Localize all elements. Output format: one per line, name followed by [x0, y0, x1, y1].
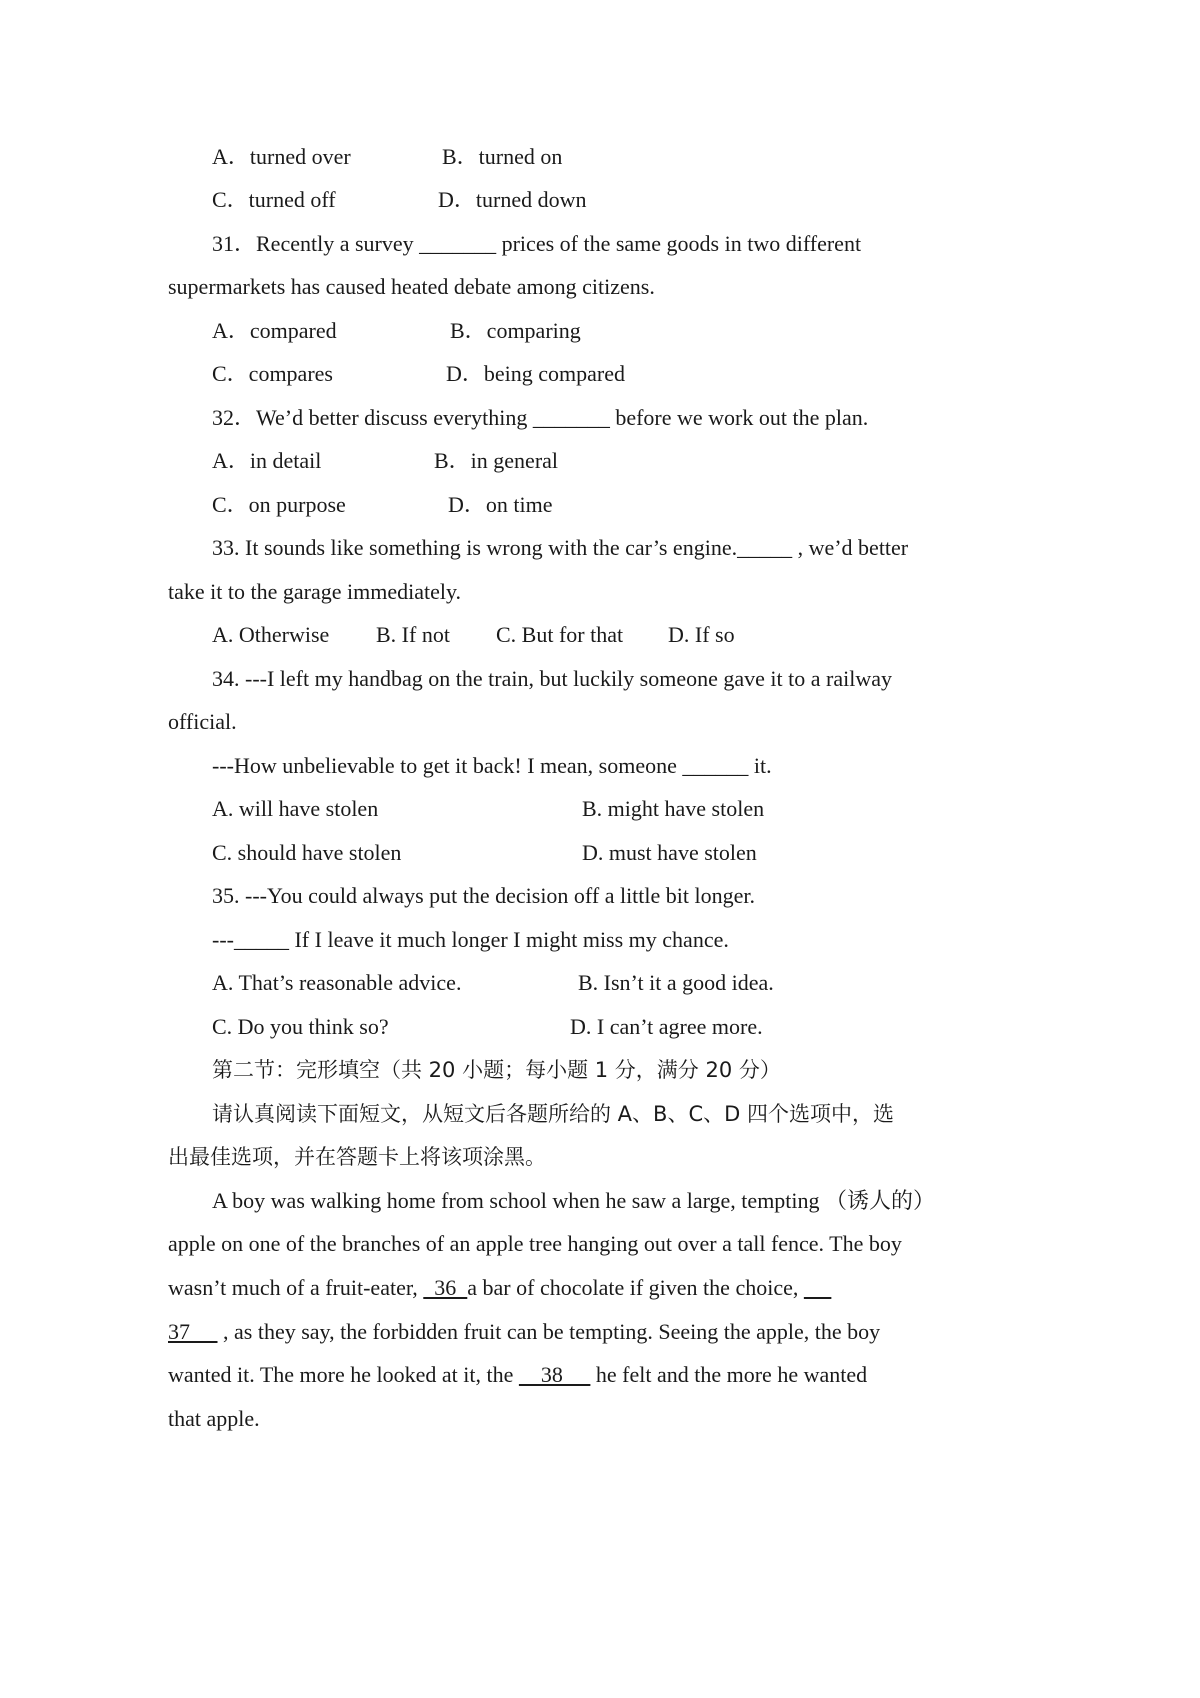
q34-stem-line3: ---How unbelievable to get it back! I mean, someone ______ it. [212, 753, 772, 778]
q34-stem-line1: 34. ---I left my handbag on the train, but luckily someone gave it to a railway [212, 666, 892, 691]
section2-heading: 第二节：完形填空（共 20 小题；每小题 1 分，满分 20 分） [212, 1058, 781, 1082]
section2-instruction-line2: 出最佳选项，并在答题卡上将该项涂黑。 [168, 1145, 546, 1169]
passage-line3-start: wasn’t much of a fruit-eater, [168, 1275, 424, 1300]
passage-line3 [168, 1273, 831, 1303]
q30-option-a: A．turned over [212, 144, 351, 169]
q34-stem-line2: official. [168, 709, 237, 734]
passage-line4-end: , as they say, the forbidden fruit can be tempting. Seeing the apple, the boy [217, 1319, 881, 1344]
q33-stem-line1: 33. It sounds like something is wrong with the car’s engine._____ , we’d better [212, 535, 909, 560]
passage-line2: apple on one of the branches of an apple tree hanging out over a tall fence. The boy [168, 1231, 902, 1256]
q34-option-a: A. will have stolen [212, 796, 379, 821]
q32-option-b: B．in general [434, 448, 559, 473]
q34-option-c: C. should have stolen [212, 840, 402, 865]
q35-stem-line1: 35. ---You could always put the decision off a little bit longer. [212, 883, 755, 908]
q35-option-a: A. That’s reasonable advice. [212, 970, 462, 995]
blank-38: 38 [518, 1362, 591, 1387]
q31-option-a: A．compared [212, 318, 337, 343]
q31-option-c: C．compares [212, 361, 333, 386]
passage-line5 [168, 1360, 867, 1390]
passage-line1: A boy was walking home from school when he saw a large, tempting （诱人的） [212, 1188, 936, 1213]
q35-option-b: B. Isn’t it a good idea. [578, 970, 774, 995]
passage-line3-end: a bar of chocolate if given the choice, [467, 1275, 804, 1300]
q31-stem-line2: supermarkets has caused heated debate among citizens. [168, 274, 655, 299]
q35-stem-line2: ---_____ If I leave it much longer I might miss my chance. [212, 927, 729, 952]
q34-option-b: B. might have stolen [582, 796, 765, 821]
blank-37-start [804, 1275, 832, 1300]
q30-option-d: D．turned down [438, 187, 587, 212]
blank-37: 37 [168, 1319, 218, 1344]
q31-option-b: B．comparing [450, 318, 581, 343]
q32-stem-line1: 32．We’d better discuss everything _______ before we work out the plan. [212, 405, 869, 430]
passage-line5-start: wanted it. The more he looked at it, the [168, 1362, 519, 1387]
q33-option-b: B. If not [376, 622, 450, 647]
passage-line6: that apple. [168, 1406, 260, 1431]
q32-option-c: C．on purpose [212, 492, 346, 517]
q33-stem-line2: take it to the garage immediately. [168, 579, 462, 604]
section2-instruction-line1: 请认真阅读下面短文，从短文后各题所给的 A、B、C、D 四个选项中，选 [212, 1102, 894, 1126]
q31-option-d: D．being compared [446, 361, 625, 386]
q32-option-d: D．on time [448, 492, 553, 517]
q33-option-c: C. But for that [496, 622, 624, 647]
blank-36: 36 [423, 1275, 468, 1300]
passage-line5-end: he felt and the more he wanted [590, 1362, 868, 1387]
q32-option-a: A．in detail [212, 448, 322, 473]
q31-stem-line1: 31．Recently a survey _______ prices of the same goods in two different [212, 231, 862, 256]
passage-line4 [168, 1317, 880, 1347]
q33-option-d: D. If so [668, 622, 735, 647]
q30-option-b: B．turned on [442, 144, 563, 169]
q33-option-a: A. Otherwise [212, 622, 330, 647]
q30-option-c: C．turned off [212, 187, 336, 212]
q35-option-d: D. I can’t agree more. [570, 1014, 763, 1039]
q35-option-c: C. Do you think so? [212, 1014, 389, 1039]
q34-option-d: D. must have stolen [582, 840, 757, 865]
